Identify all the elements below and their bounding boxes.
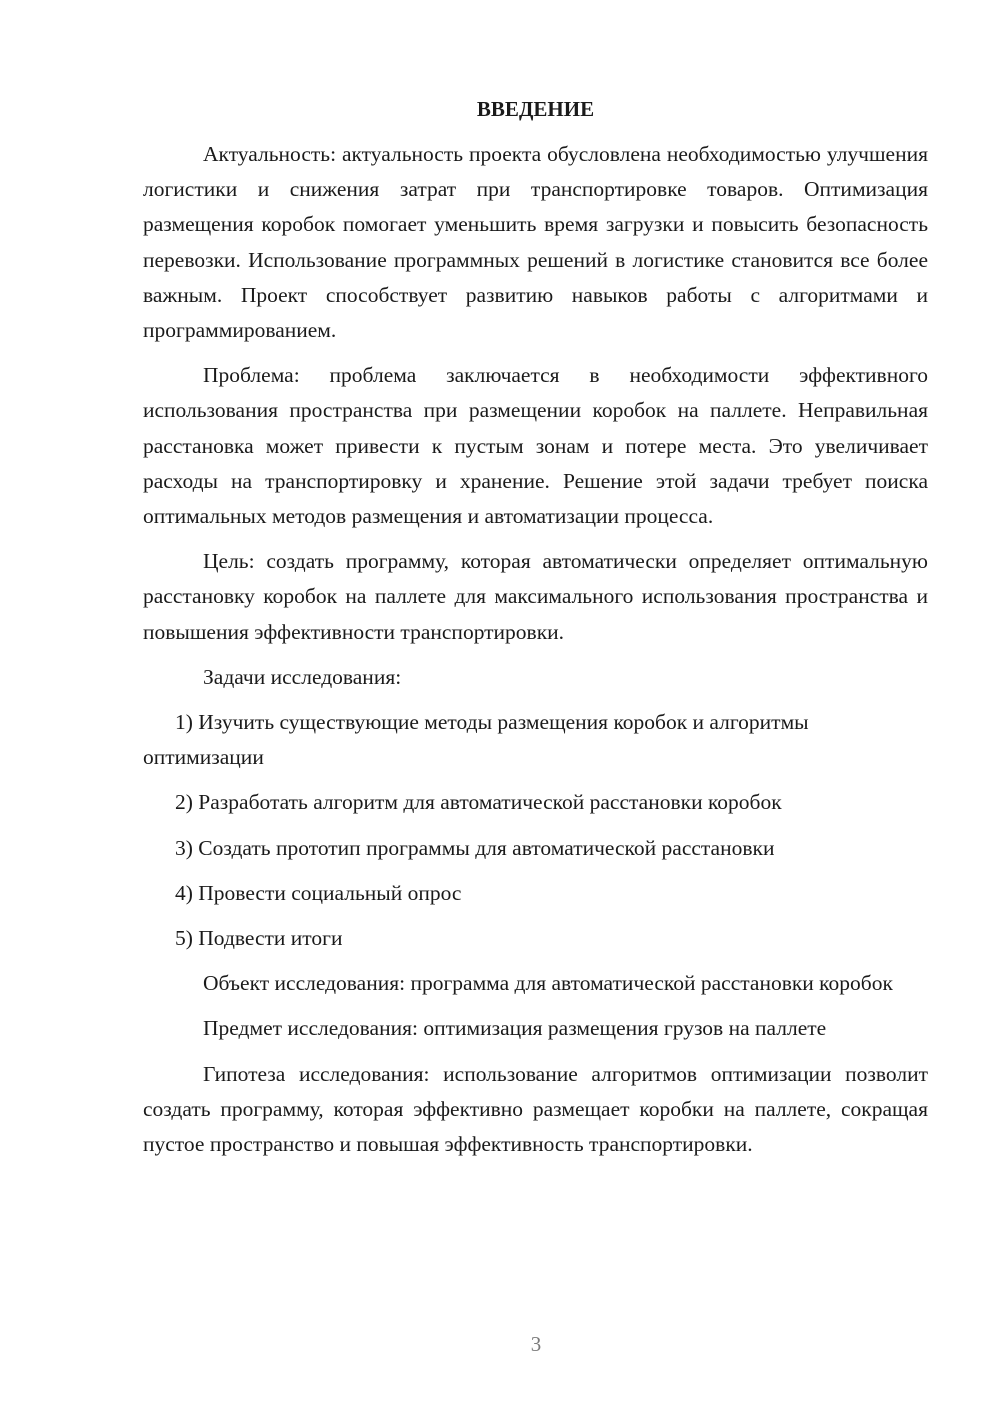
section-heading: ВВЕДЕНИЕ <box>476 97 595 121</box>
paragraph-relevance: Актуальность: актуальность проекта обусловлена необходимостью улучшения логистики и снижения затрат при транспортировке товаров. Оптимизация размещения коробок помогает уменьшить время загрузки и повысить безопасность перевозки. Использование программных решений в логистике становится все более важным. Проект способствует развитию навыков работы с алгоритмами и программированием. <box>143 142 928 343</box>
paragraph-goal: Цель: создать программу, которая автоматически определяет оптимальную расстановку коробок на паллете для максимального использования пространства и повышения эффективности транспортировки. <box>143 549 928 644</box>
task-item: 3) Создать прототип программы для автоматической расстановки <box>175 835 775 860</box>
task-item: 1) Изучить существующие методы размещения коробок и алгоритмы оптимизации <box>143 710 809 770</box>
page-number: 3 <box>530 1332 542 1356</box>
paragraph-hypothesis: Гипотеза исследования: использование алгоритмов оптимизации позволит создать программу, которая эффективно размещает коробки на паллете, сокращая пустое пространство и повышая эффективность транспортировки. <box>143 1061 928 1157</box>
task-item: 5) Подвести итоги <box>175 926 343 951</box>
paragraph-tasks-heading: Задачи исследования: <box>203 664 402 689</box>
task-item: 4) Провести социальный опрос <box>175 880 462 905</box>
paragraph-problem: Проблема: проблема заключается в необходимости эффективного использования пространства при размещении коробок на паллете. Неправильная расстановка может привести к пустым зонам и потере места. Это увеличивает расходы на транспортировку и хранение. Решение этой задачи требует поиска оптимальных методов размещения и автоматизации процесса. <box>143 363 928 529</box>
task-item: 2) Разработать алгоритм для автоматической расстановки коробок <box>175 790 782 815</box>
document-page <box>143 92 928 1172</box>
paragraph-subject: Предмет исследования: оптимизация размещения грузов на паллете <box>203 1016 827 1041</box>
paragraph-object: Объект исследования: программа для автоматической расстановки коробок <box>203 971 893 996</box>
task-list <box>143 705 928 956</box>
